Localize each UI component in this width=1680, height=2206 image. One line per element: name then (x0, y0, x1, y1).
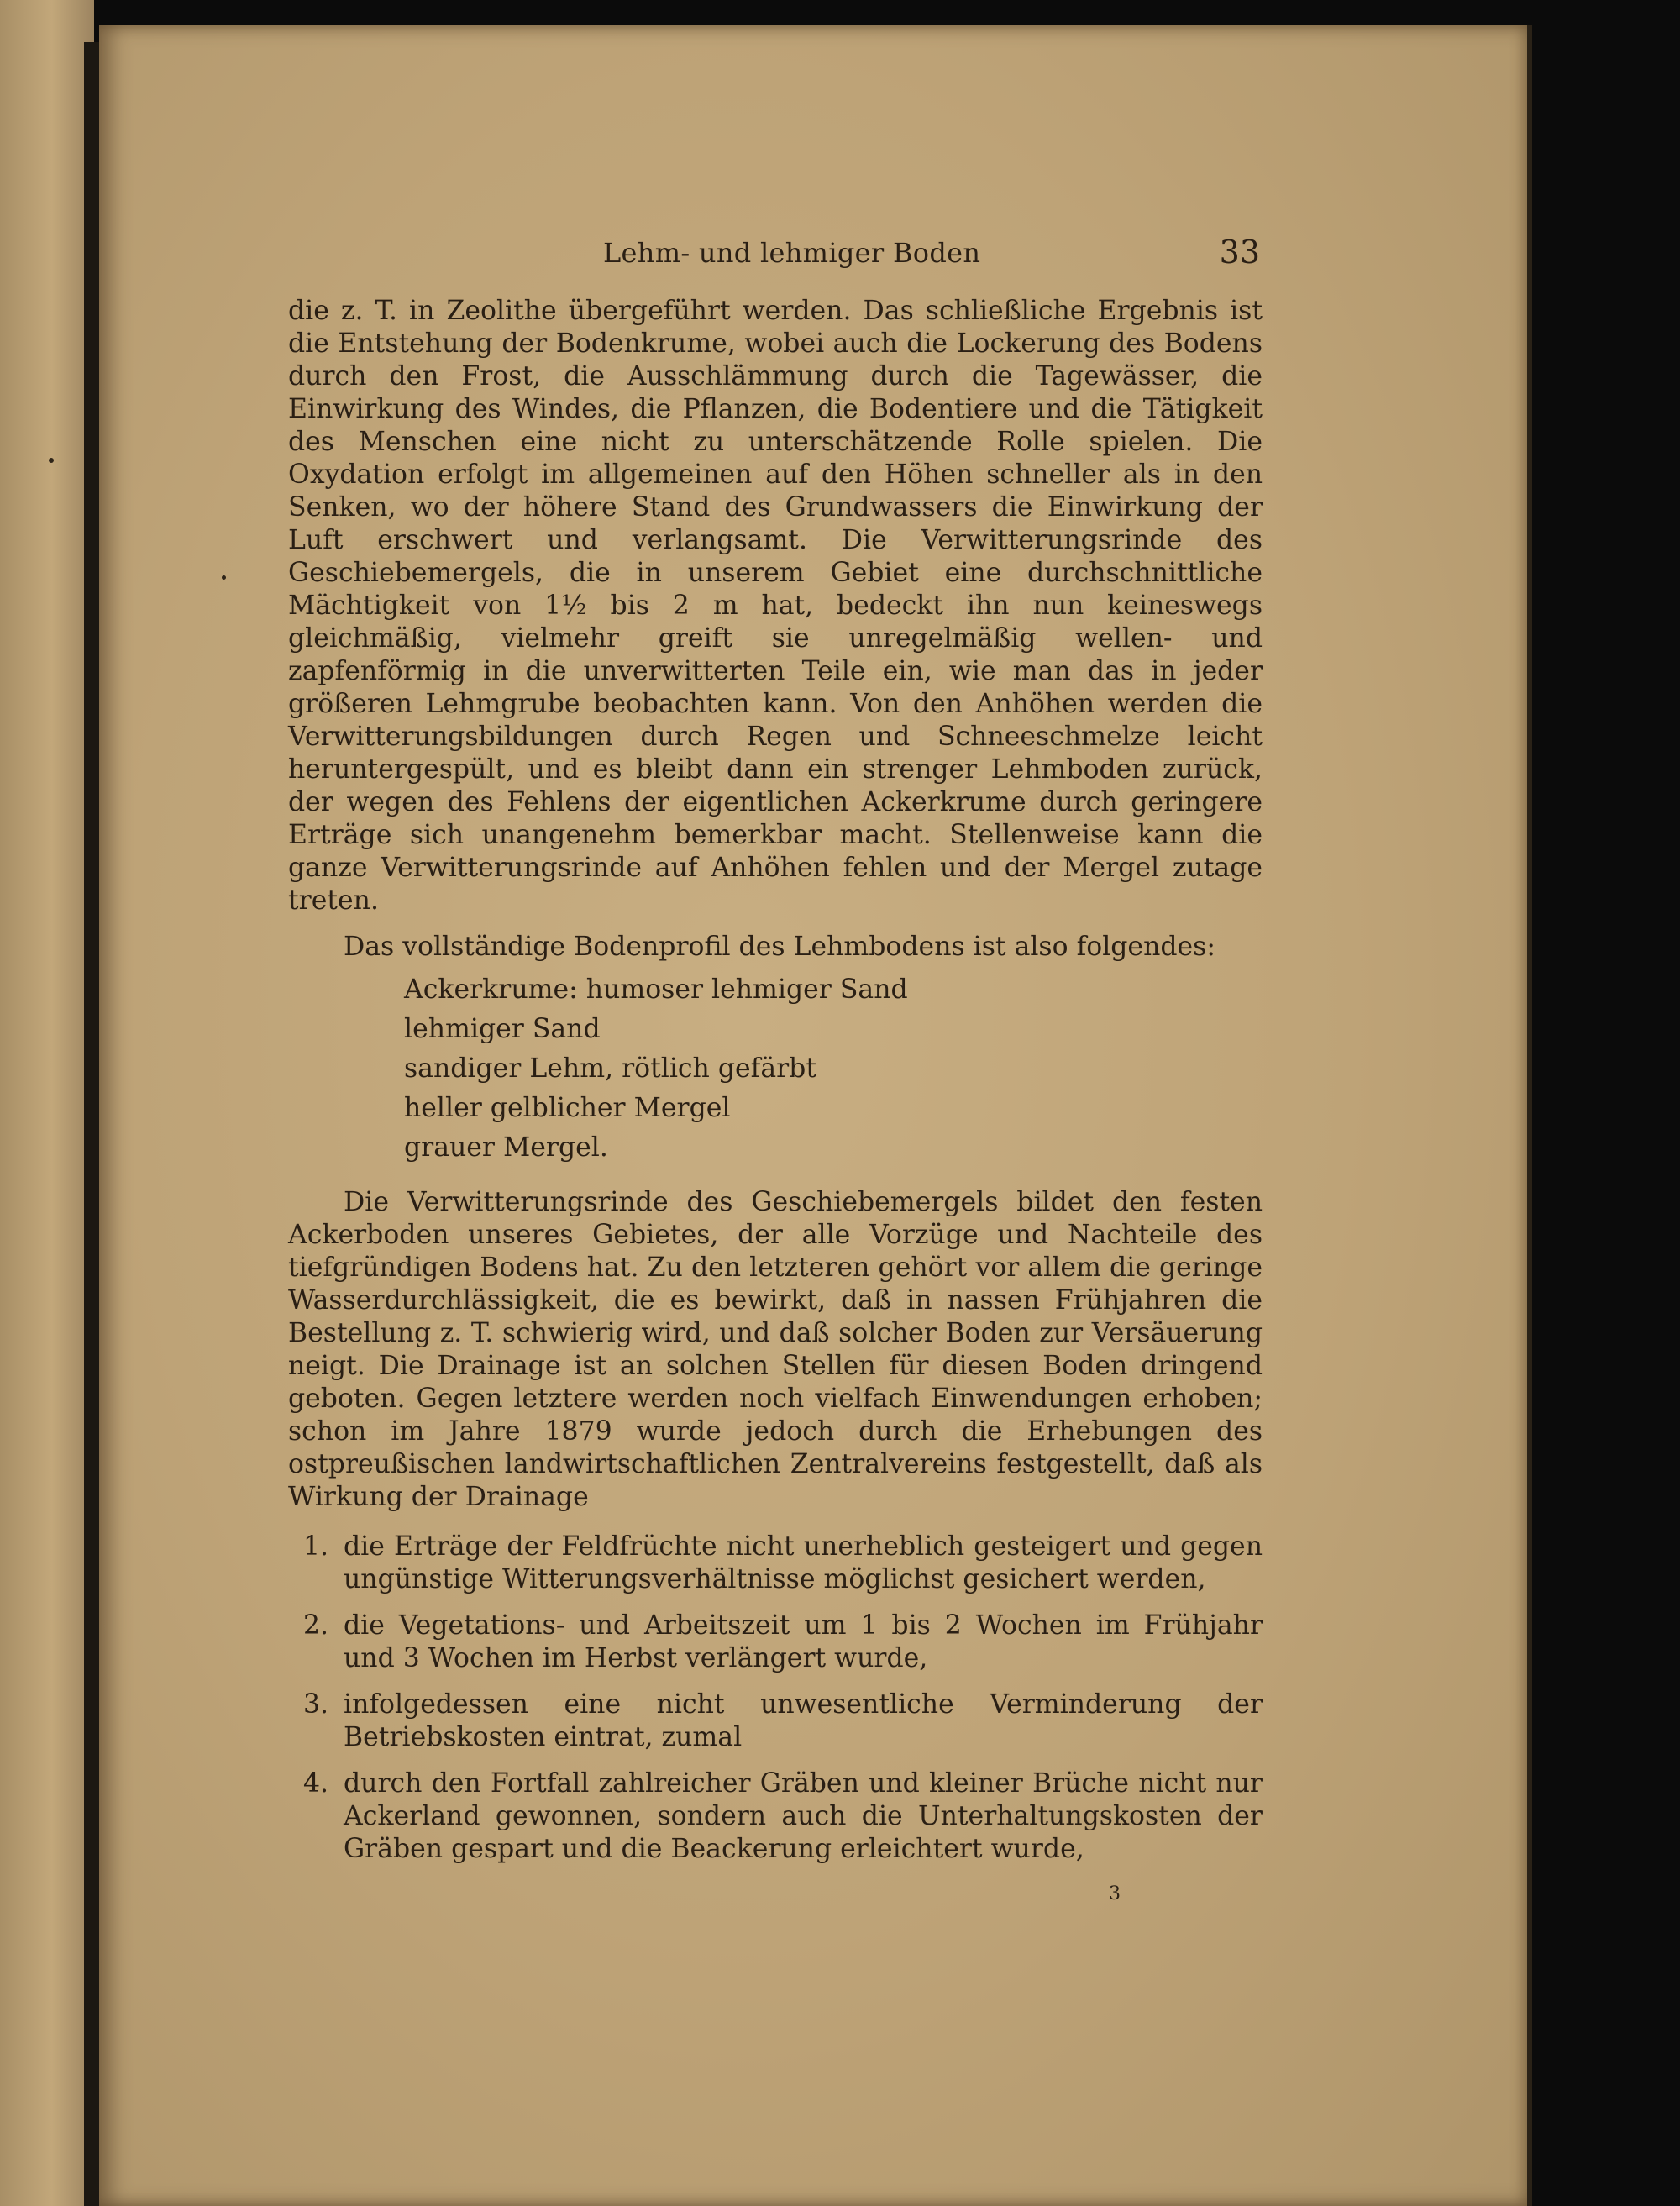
list-item-text: infolgedessen eine nicht unwesentliche Verminderung der Betriebskosten eintrat, zumal (344, 1689, 1263, 1752)
list-item-text: die Erträge der Feldfrüchte nicht unerheblich gesteigert und gegen ungünstige Witterungsverhältnisse möglichst gesichert werden, (344, 1531, 1263, 1594)
profile-layer: grauer Mergel. (404, 1132, 608, 1163)
profile-layer: sandiger Lehm, rötlich gefärbt (404, 1053, 816, 1084)
paragraph: Die Verwitterungsrinde des Geschiebemergels bildet den festen Ackerboden unseres Gebietes, der alle Vorzüge und Nachteile des tiefgründigen Bodens hat. Zu den letzteren gehört vor allem die geringe Wasserdurchlässigkeit, die es bewirkt, daß in nassen Frühjahren die Bestellung z. T. schwierig wird, und daß solcher Boden zur Versäuerung neigt. Die Drainage ist an solchen Stellen für diesen Boden dringend geboten. Gegen letztere werden noch vielfach Einwendungen erhoben; schon im Jahre 1879 wurde jedoch durch die Erhebungen des ostpreußischen landwirtschaftlichen Zentralvereins festgestellt, daß als Wirkung der Drainage (288, 1187, 1263, 1512)
list-item (288, 1531, 1263, 1596)
running-head (504, 234, 1260, 274)
body-text (288, 295, 1263, 1879)
speck-mark (222, 575, 226, 580)
drainage-effects-list (288, 1531, 1263, 1866)
list-number: 2. (303, 1610, 329, 1641)
paragraph: die z. T. in Zeolithe übergeführt werden. Das schließliche Ergebnis ist die Entstehung der Bodenkrume, wobei auch die Lockerung des Bodens durch den Frost, die Ausschlämmung durch die Tagewässer, die Einwirkung des Windes, die Pflanzen, die Bodentiere und die Tätigkeit des Menschen eine nicht zu unterschätzende Rolle spielen. Die Oxydation erfolgt im allgemeinen auf den Höhen schneller als in den Senken, wo der höhere Stand des Grundwassers die Einwirkung der Luft erschwert und verlangsamt. Die Verwitterungsrinde des Geschiebemergels, die in unserem Gebiet eine durchschnittliche Mächtigkeit von 1½ bis 2 m hat, bedeckt ihn nun keineswegs gleichmäßig, vielmehr greift sie unregelmäßig wellen- und zapfenförmig in die unverwitterten Teile ein, wie man das in jeder größeren Lehmgrube beobachten kann. Von den Anhöhen werden die Verwitterungsbildungen durch Regen und Schneeschmelze leicht heruntergespült, und es bleibt dann ein strenger Lehmboden zurück, der wegen des Fehlens der eigentlichen Ackerkrume durch geringere Erträge sich unangenehm bemerkbar macht. Stellenweise kann die ganze Verwitterungsrinde auf Anhöhen fehlen und der Mergel zutage treten. (288, 296, 1263, 916)
list-item (288, 1767, 1263, 1866)
list-item-text: durch den Fortfall zahlreicher Gräben und kleiner Brüche nicht nur Ackerland gewonnen, sondern auch die Unterhaltungskosten der Gräben gespart und die Beackerung erleichtert wurde, (344, 1768, 1263, 1864)
signature-mark: 3 (1109, 1883, 1121, 1904)
profile-layer: heller gelblicher Mergel (404, 1093, 731, 1123)
profile-intro: Das vollständige Bodenprofil des Lehmbodens ist also folgendes: (344, 932, 1215, 962)
right-page-edge (1527, 25, 1532, 2206)
left-page-edge (0, 0, 94, 2206)
list-number: 1. (303, 1531, 329, 1562)
page-number: 33 (1219, 234, 1260, 270)
list-item-text: die Vegetations- und Arbeitszeit um 1 bis 2 Wochen im Frühjahr und 3 Wochen im Herbst verlängert wurde, (344, 1610, 1263, 1673)
book-spine (84, 42, 99, 2206)
list-item (288, 1610, 1263, 1675)
list-number: 4. (303, 1768, 329, 1799)
soil-profile-list (404, 970, 1263, 1168)
speck-mark (49, 458, 54, 463)
list-number: 3. (303, 1689, 329, 1720)
profile-layer: Ackerkrume: humoser lehmiger Sand (404, 974, 908, 1005)
list-item (288, 1689, 1263, 1754)
profile-layer: lehmiger Sand (404, 1014, 601, 1044)
running-title: Lehm- und lehmiger Boden (603, 237, 981, 269)
